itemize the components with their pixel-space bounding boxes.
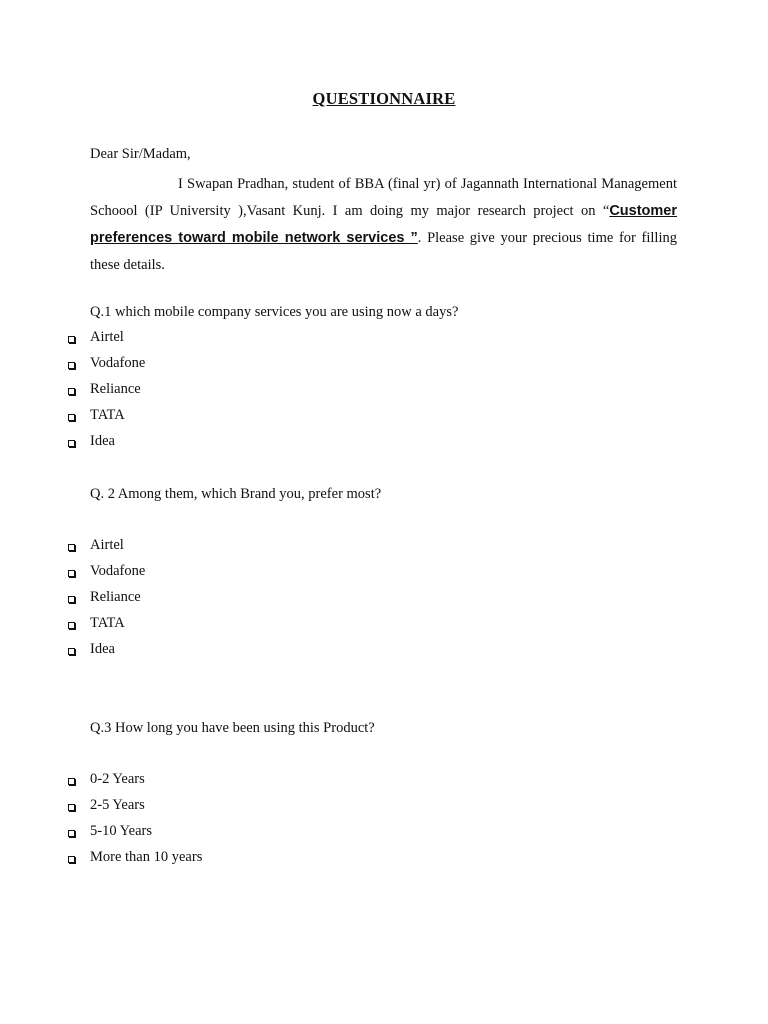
page-title: QUESTIONNAIRE xyxy=(312,89,456,108)
option-q1-reliance: Reliance xyxy=(90,381,141,397)
question-2: Q. 2 Among them, which Brand you, prefer most? xyxy=(90,486,382,502)
option-q1-idea: Idea xyxy=(90,433,115,449)
checkbox-q1-reliance[interactable] xyxy=(68,388,75,395)
option-q3-2-5-years: 2-5 Years xyxy=(90,797,145,813)
checkbox-q2-reliance[interactable] xyxy=(68,596,75,603)
research-topic: Customer preferences toward mobile network services ” xyxy=(90,203,677,246)
greeting: Dear Sir/Madam, xyxy=(90,146,191,162)
checkbox-q1-airtel[interactable] xyxy=(68,336,75,343)
option-q1-airtel: Airtel xyxy=(90,329,124,345)
checkbox-q1-vodafone[interactable] xyxy=(68,362,75,369)
intro-text-after: . Please give your precious time for filling these details. xyxy=(90,230,677,273)
checkbox-q2-idea[interactable] xyxy=(68,648,75,655)
intro-paragraph xyxy=(90,171,677,279)
checkbox-q2-airtel[interactable] xyxy=(68,544,75,551)
option-q1-vodafone: Vodafone xyxy=(90,355,146,371)
question-3: Q.3 How long you have been using this Product? xyxy=(90,720,375,736)
option-q2-tata: TATA xyxy=(90,615,125,631)
question-1: Q.1 which mobile company services you are using now a days? xyxy=(90,304,459,320)
option-q3-0-2-years: 0-2 Years xyxy=(90,771,145,787)
intro-text-before: I Swapan Pradhan, student of BBA (final yr) of Jagannath International Management Schoool (IP University ),Vasant Kunj. I am doing my major research project on “ xyxy=(90,176,677,219)
option-q3-5-10-years: 5-10 Years xyxy=(90,823,153,839)
checkbox-q3-more-than-10-years[interactable] xyxy=(68,856,75,863)
option-q2-vodafone: Vodafone xyxy=(90,563,146,579)
option-q2-airtel: Airtel xyxy=(90,537,124,553)
checkbox-q3-2-5-years[interactable] xyxy=(68,804,75,811)
option-q2-reliance: Reliance xyxy=(90,589,141,605)
checkbox-q3-0-2-years[interactable] xyxy=(68,778,75,785)
option-q3-more-than-10-years: More than 10 years xyxy=(90,849,203,865)
option-q1-tata: TATA xyxy=(90,407,125,423)
checkbox-q1-tata[interactable] xyxy=(68,414,75,421)
checkbox-q1-idea[interactable] xyxy=(68,440,75,447)
checkbox-q3-5-10-years[interactable] xyxy=(68,830,75,837)
checkbox-q2-vodafone[interactable] xyxy=(68,570,75,577)
option-q2-idea: Idea xyxy=(90,641,115,657)
checkbox-q2-tata[interactable] xyxy=(68,622,75,629)
